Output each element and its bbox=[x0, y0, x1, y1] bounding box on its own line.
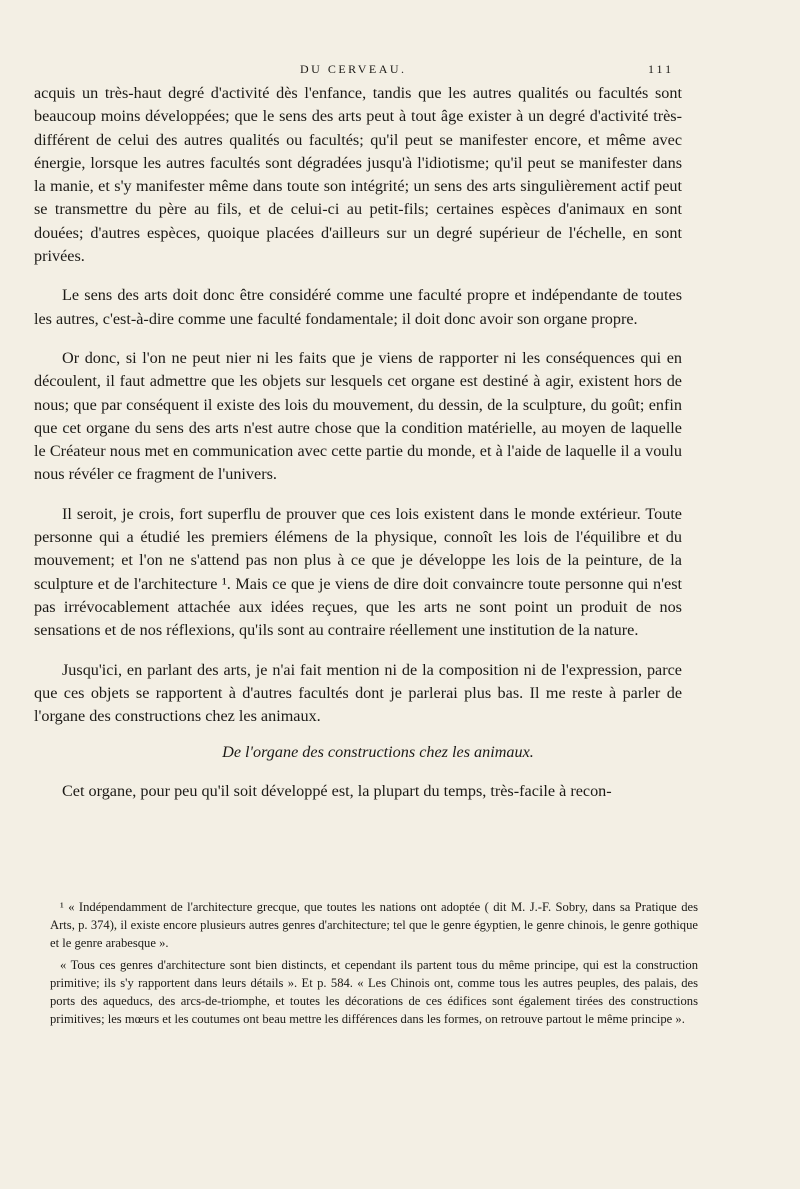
footnote: ¹ « Indépendamment de l'architecture grecque, que toutes les nations ont adoptée ( dit M. J.-F. Sobry, dans sa Pratique des Arts, p. 374), il existe encore plusieurs autres genres d'architecture; tel que le genre égyptien, le genre chinois, le genre gothique et le genre arabesque ». bbox=[50, 900, 698, 950]
paragraph: Le sens des arts doit donc être considéré comme une faculté propre et indépendante de toutes les autres, c'est-à-dire comme une faculté fondamentale; il doit donc avoir son organe propre. bbox=[34, 286, 682, 328]
paragraph-last: Cet organe, pour peu qu'il soit développé est, la plupart du temps, très-facile à recon- bbox=[62, 782, 612, 801]
paragraph: Jusqu'ici, en parlant des arts, je n'ai fait mention ni de la composition ni de l'expression, parce que ces objets se rapportent à d'autres facultés dont je parlerai plus bas. Il me reste à parler de l'organe des constructions chez les animaux. bbox=[34, 660, 682, 726]
section-heading: De l'organe des constructions chez les animaux. bbox=[222, 743, 534, 762]
running-head-title: DU CERVEAU. bbox=[300, 62, 407, 76]
page-number: 111 bbox=[648, 62, 675, 76]
running-head bbox=[0, 62, 800, 80]
footnotes bbox=[50, 898, 698, 1028]
paragraph: Il seroit, je crois, fort superflu de prouver que ces lois existent dans le monde extérieur. Toute personne qui a étudié les premiers élémens de la physique, connoît les lois de l'équilibre et du mouvement; et l'on ne s'attend pas non plus à ce que je développe les lois de la peinture, de la sculpture et de l'architecture ¹. Mais ce que je viens de dire doit convaincre toute personne qui n'est pas irrévocablement attachée aux idées reçues, que les arts ne sont point un produit de nos sensations et de nos réflexions, qu'ils sont au contraire réellement une institution de la nature. bbox=[34, 504, 682, 640]
paragraph-continued: acquis un très-haut degré d'activité dès l'enfance, tandis que les autres qualités ou facultés sont beaucoup moins développées; que le sens des arts peut à tout âge exister à un degré d'activité très-différent de celui des autres qualités ou facultés; qu'il peut se manifester encore, et même avec énergie, lorsque les autres facultés sont dégradées jusqu'à l'idiotisme; qu'il peut se manifester dans la manie, et s'y manifester même dans toute son intégrité; un sens des arts singulièrement actif peut se transmettre du père au fils, et de celui-ci au petit-fils; certaines espèces d'animaux en sont douées; d'autres espèces, quoique placées d'ailleurs sur un degré supérieur de l'échelle, en sont privées. bbox=[34, 84, 682, 266]
footnote-continued: « Tous ces genres d'architecture sont bien distincts, et cependant ils partent tous du même principe, qui est la construction primitive; ils s'y rapportent dans leurs détails ». Et p. 584. « Les Chinois ont, comme tous les autres peuples, des palais, des ports des aqueducs, des arcs-de-triomphe, et toutes les décorations de ces édifices sont également tirées des constructions primitives; les mœurs et les coutumes ont beau mettre les différences dans les formes, on retrouve partout le même principe ». bbox=[50, 958, 698, 1026]
main-text bbox=[34, 82, 682, 804]
paragraph: Or donc, si l'on ne peut nier ni les faits que je viens de rapporter ni les conséquences qui en découlent, il faut admettre que les objets sur lesquels cet organe est destiné à agir, existent hors de nous; que par conséquent il existe des lois du mouvement, du dessin, de la sculpture, du goût; enfin que cet organe du sens des arts n'est autre chose que la condition matérielle, au moyen de laquelle le Créateur nous met en communication avec cette partie du monde, et à l'aide de laquelle il a voulu nous révéler ce fragment de l'univers. bbox=[34, 348, 682, 484]
